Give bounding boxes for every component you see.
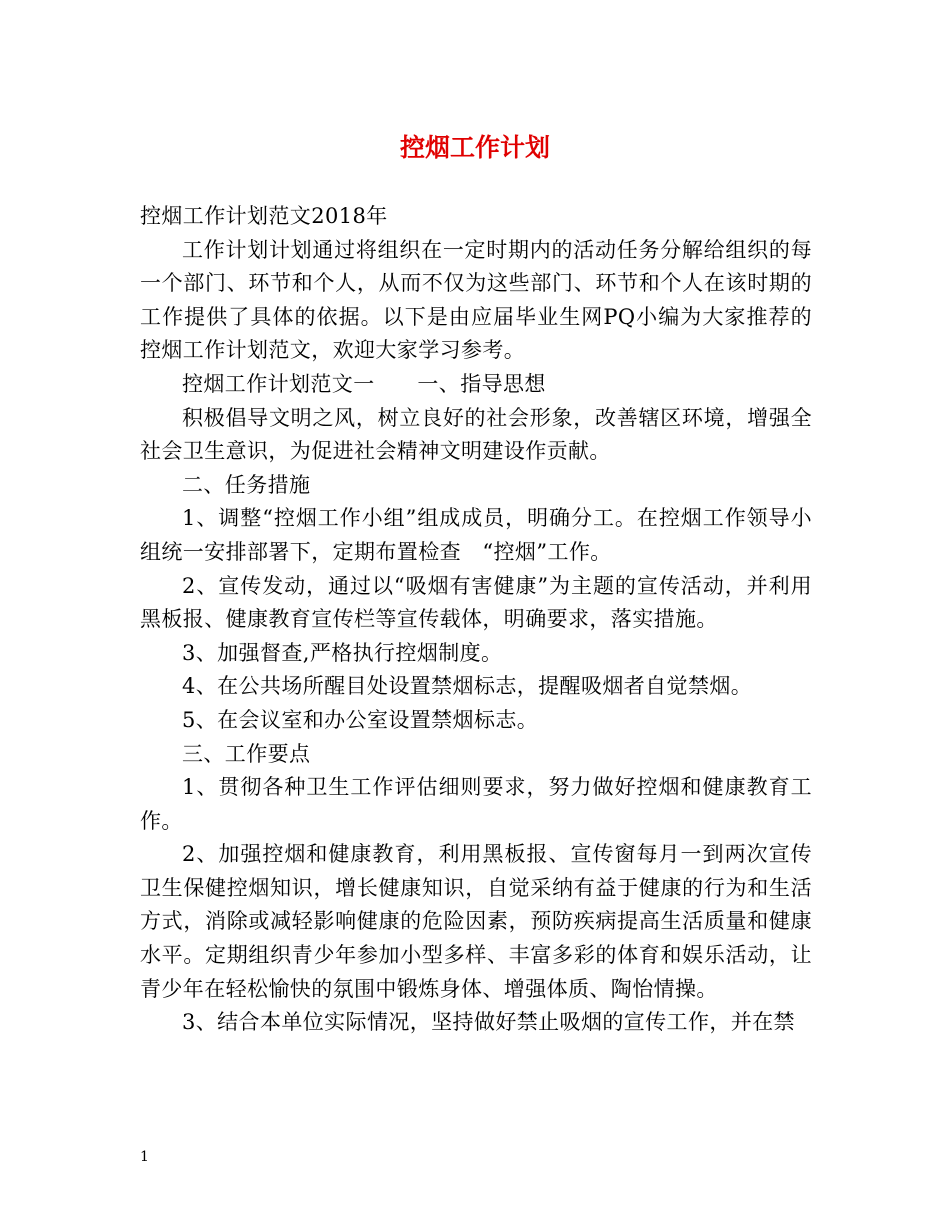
paragraph-11: 1、贯彻各种卫生工作评估细则要求，努力做好控烟和健康教育工作。 — [140, 775, 812, 833]
paragraph-8: 4、在公共场所醒目处设置禁烟标志，提醒吸烟者自觉禁烟。 — [182, 674, 753, 699]
document-body — [140, 200, 812, 1040]
paragraph-7: 3、加强督查,严格执行控烟制度。 — [182, 640, 503, 665]
paragraph-4: 二、任务措施 — [182, 472, 311, 497]
paragraph-13: 3、结合本单位实际情况，坚持做好禁止吸烟的宣传工作，并在禁 — [182, 1010, 795, 1035]
document-title: 控烟工作计划 — [399, 133, 550, 162]
paragraph-0: 控烟工作计划范文2018年 — [140, 204, 388, 228]
paragraph-6: 2、宣传发动，通过以“吸烟有害健康”为主题的宣传活动，并利用黑板报、健康教育宣传栏等宣传载体，明确要求，落实措施。 — [140, 573, 812, 632]
paragraph-3: 积极倡导文明之风，树立良好的社会形象，改善辖区环境，增强全社会卫生意识，为促进社会精神文明建设作贡献。 — [140, 405, 812, 464]
paragraph-5: 1、调整“控烟工作小组”组成成员，明确分工。在控烟工作领导小组统一安排部署下，定期布置检查 “控烟”工作。 — [140, 506, 812, 564]
paragraph-1: 工作计划计划通过将组织在一定时期内的活动任务分解给组织的每一个部门、环节和个人，从而不仅为这些部门、环节和个人在该时期的工作提供了具体的依据。以下是由应届毕业生网PQ小编为大家推荐的控烟工作计划范文，欢迎大家学习参考。 — [140, 237, 812, 363]
page-number: 1 — [140, 1149, 149, 1165]
paragraph-10: 三、工作要点 — [182, 741, 311, 766]
paragraph-9: 5、在会议室和办公室设置禁烟标志。 — [182, 707, 539, 732]
paragraph-12: 2、加强控烟和健康教育，利用黑板报、宣传窗每月一到两次宣传卫生保健控烟知识，增长健康知识，自觉采纳有益于健康的行为和生活方式，消除或减轻影响健康的危险因素，预防疾病提高生活质量和健康水平。定期组织青少年参加小型多样、丰富多彩的体育和娱乐活动，让青少年在轻松愉快的氛围中锻炼身体、增强体质、陶怡情操。 — [140, 842, 812, 1001]
paragraph-2: 控烟工作计划范文一 一、指导思想 — [182, 371, 546, 396]
